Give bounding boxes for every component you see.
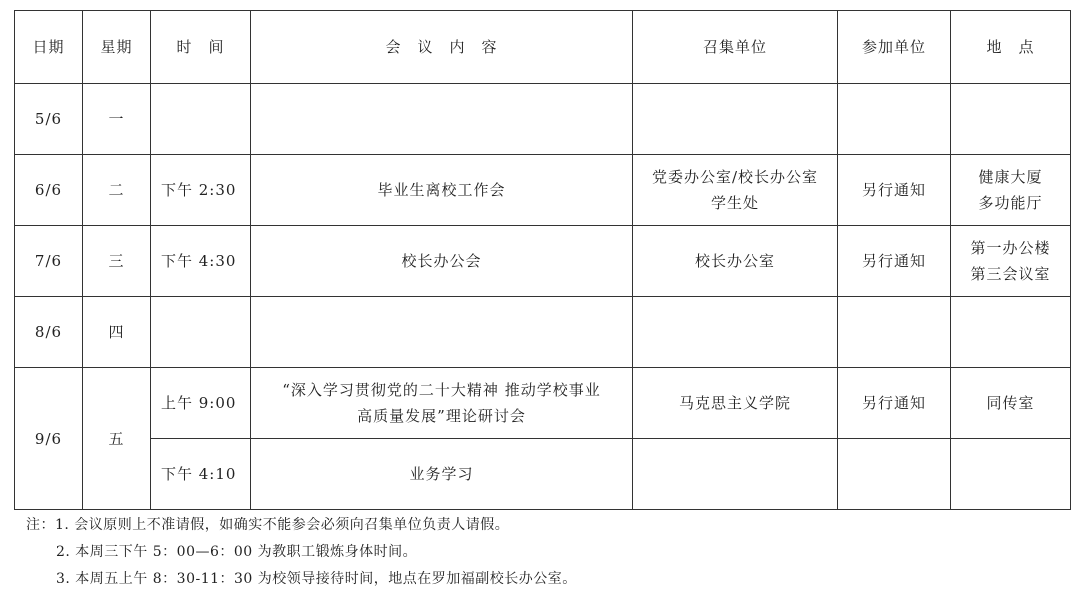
content-line: 高质量发展”理论研讨会 (357, 407, 526, 425)
table-row (15, 297, 1071, 368)
cell-weekday: 三 (83, 226, 151, 297)
header-time: 时 间 (151, 11, 251, 84)
table-row (15, 439, 1071, 510)
cell-content (251, 368, 633, 439)
header-content: 会 议 内 容 (251, 11, 633, 84)
note-line: 2. 本周三下午 5：00—6：00 为教职工锻炼身体时间。 (56, 544, 418, 560)
content-line: “深入学习贯彻党的二十大精神 推动学校事业 (282, 381, 601, 399)
cell-participants (838, 84, 951, 155)
cell-location (951, 297, 1071, 368)
cell-organizer (633, 84, 838, 155)
location-line: 第一办公楼 (970, 239, 1051, 257)
schedule-sheet (14, 10, 1071, 510)
cell-location (951, 439, 1071, 510)
cell-content: 毕业生离校工作会 (251, 155, 633, 226)
note-line: 注：1. 会议原则上不准请假，如确实不能参会必须向召集单位负责人请假。 (26, 517, 510, 533)
location-line: 多功能厅 (978, 194, 1043, 212)
cell-date: 9/6 (15, 368, 83, 510)
cell-time: 下午 2:30 (151, 155, 251, 226)
cell-content: 校长办公会 (251, 226, 633, 297)
header-location: 地 点 (951, 11, 1071, 84)
location-line: 健康大厦 (978, 168, 1043, 186)
cell-organizer (633, 439, 838, 510)
cell-content (251, 297, 633, 368)
cell-location (951, 84, 1071, 155)
meeting-schedule-table (14, 10, 1071, 510)
cell-organizer (633, 297, 838, 368)
cell-location: 同传室 (951, 368, 1071, 439)
note-line: 3. 本周五上午 8：30-11：30 为校领导接待时间，地点在罗加福副校长办公室。 (56, 571, 577, 587)
cell-weekday: 一 (83, 84, 151, 155)
organizer-line: 学生处 (710, 194, 759, 212)
cell-organizer: 马克思主义学院 (633, 368, 838, 439)
cell-weekday: 五 (83, 368, 151, 510)
cell-weekday: 四 (83, 297, 151, 368)
cell-content (251, 84, 633, 155)
cell-organizer: 校长办公室 (633, 226, 838, 297)
cell-time (151, 297, 251, 368)
table-row (15, 226, 1071, 297)
cell-time (151, 84, 251, 155)
cell-date: 5/6 (15, 84, 83, 155)
cell-time: 下午 4:30 (151, 226, 251, 297)
cell-time: 下午 4:10 (151, 439, 251, 510)
cell-content: 业务学习 (251, 439, 633, 510)
cell-location (951, 226, 1071, 297)
header-organizer: 召集单位 (633, 11, 838, 84)
table-row (15, 368, 1071, 439)
cell-participants: 另行通知 (838, 368, 951, 439)
header-weekday: 星期 (83, 11, 151, 84)
cell-date: 6/6 (15, 155, 83, 226)
header-date: 日期 (15, 11, 83, 84)
cell-participants: 另行通知 (838, 226, 951, 297)
header-row (15, 11, 1071, 84)
cell-weekday: 二 (83, 155, 151, 226)
cell-participants: 另行通知 (838, 155, 951, 226)
cell-time: 上午 9:00 (151, 368, 251, 439)
organizer-line: 党委办公室/校长办公室 (651, 168, 819, 186)
table-row (15, 155, 1071, 226)
cell-location (951, 155, 1071, 226)
cell-participants (838, 297, 951, 368)
cell-date: 7/6 (15, 226, 83, 297)
table-row (15, 84, 1071, 155)
notes (26, 512, 577, 593)
cell-organizer (633, 155, 838, 226)
cell-participants (838, 439, 951, 510)
header-participants: 参加单位 (838, 11, 951, 84)
cell-date: 8/6 (15, 297, 83, 368)
location-line: 第三会议室 (970, 265, 1051, 283)
